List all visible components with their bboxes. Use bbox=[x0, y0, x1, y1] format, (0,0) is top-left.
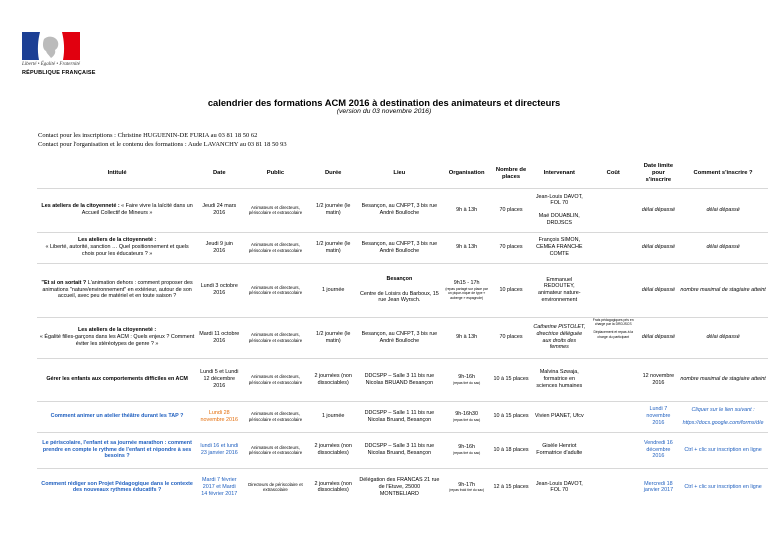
row-inscrire[interactable]: Cliquer sur le lien suivant : https://docs.google.com/forms/d/e bbox=[678, 401, 768, 432]
row-places: 70 places bbox=[491, 188, 530, 232]
row-public: Animateurs et directeurs, périscolaire et extrascolaire bbox=[241, 188, 309, 232]
header-intervenant: Intervenant bbox=[543, 170, 575, 177]
row-inscrire: nombre maximal de stagiaire atteint bbox=[678, 263, 768, 317]
row-duree: 1/2 journée (le matin) bbox=[309, 232, 356, 263]
row-intervenant: Emmanuel REDOUTEY, animateur nature-environnement bbox=[531, 263, 588, 317]
row-lieu: DDCSPP – Salle 1 11 bis rue Nicolas Bruand, Besançon bbox=[357, 401, 442, 432]
table-row bbox=[37, 263, 768, 317]
row-organisation: 9h à 13h bbox=[442, 188, 492, 232]
row-inscrire: nombre maximal de stagiaire atteint bbox=[678, 358, 768, 401]
row-public: Animateurs et directeurs, périscolaire et extrascolaire bbox=[241, 317, 309, 358]
row-limite: délai dépassé bbox=[639, 263, 679, 317]
marianne-flag-icon bbox=[22, 32, 80, 60]
row-lieu: Besançon, au CNFPT, 3 bis rue André Boulloche bbox=[357, 232, 442, 263]
row-inscrire: délai dépassé bbox=[678, 317, 768, 358]
row-places: 10 à 18 places bbox=[491, 432, 530, 468]
row-organisation: 9h-17h (repas froid tiré du sac) bbox=[442, 468, 492, 506]
row-organisation: 9h15 - 17h (repas partagé sur place par un pique-nique de type « auberge » espagnole) bbox=[442, 263, 492, 317]
table-row bbox=[37, 188, 768, 232]
formations-table bbox=[37, 160, 768, 506]
contact-inscriptions: Contact pour les inscriptions : Christine HUGUENIN-DE FURIA au 03 81 18 50 62 bbox=[38, 132, 258, 139]
table-row bbox=[37, 317, 768, 358]
contact-organisation: Contact pour l'organisation et le contenu des formations : Aude LAVANCHY au 03 81 18 50 93 bbox=[38, 141, 287, 148]
table-header-row bbox=[37, 160, 768, 188]
header-duree: Durée bbox=[324, 170, 342, 177]
inscription-link: https://docs.google.com/forms/d/e bbox=[682, 419, 764, 426]
row-intitule: Gérer les enfants aux comportements difficiles en ACM bbox=[37, 358, 197, 401]
row-lieu: Besançon Centre de Loisirs du Barboux, 15 rue Jean Wyrsch. bbox=[357, 263, 442, 317]
row-intervenant: Gisèle Henriot Formatrice d'adulte bbox=[531, 432, 588, 468]
row-places: 70 places bbox=[491, 317, 530, 358]
row-organisation: 9h-16h30 (repas tiré du sac) bbox=[442, 401, 492, 432]
row-places: 12 à 15 places bbox=[491, 468, 530, 506]
row-intervenant: Jean-Louis DAVOT, FOL 70 Maë DOUABLIN, DRDJSCS bbox=[531, 188, 588, 232]
row-lieu: Délégation des FRANCAS 21 rue de l'Etuve, 25000 MONTBELIARD bbox=[357, 468, 442, 506]
row-limite: délai dépassé bbox=[639, 317, 679, 358]
header-public: Public bbox=[266, 170, 285, 177]
row-intitule: Les ateliers de la citoyenneté : « Égalité filles-garçons dans les ACM : Quels enjeux ? Comment éviter les stéréotypes de genre ? » bbox=[37, 317, 197, 358]
row-duree: 1/2 journée (le matin) bbox=[309, 317, 356, 358]
table-row bbox=[37, 232, 768, 263]
row-intervenant: Vivien PIANET, Ufcv bbox=[531, 401, 588, 432]
row-duree: 2 journées (non dissociables) bbox=[309, 432, 356, 468]
header-date: Date bbox=[212, 170, 226, 177]
row-limite: Lundi 7 novembre 2016 bbox=[639, 401, 679, 432]
row-limite: Vendredi 16 décembre 2016 bbox=[639, 432, 679, 468]
row-intitule: "Et si on sortait ? L'animation dehors : comment proposer des animations "nature/environnement" en extérieur, autour de son accueil, avec peu de matériel et en toute saison ? bbox=[37, 263, 197, 317]
row-organisation: 9h-16h (repas tiré du sac) bbox=[442, 358, 492, 401]
row-public: Animateurs et directeurs, périscolaire et extrascolaire bbox=[241, 358, 309, 401]
republique-logo bbox=[22, 32, 96, 84]
row-date: Lundi 5 et Lundi 12 décembre 2016 bbox=[197, 358, 241, 401]
row-limite: délai dépassé bbox=[639, 188, 679, 232]
row-cout bbox=[588, 432, 639, 468]
row-cout bbox=[588, 188, 639, 232]
row-date: Jeudi 9 juin 2016 bbox=[197, 232, 241, 263]
row-date: Lundi 3 octobre 2016 bbox=[197, 263, 241, 317]
row-places: 70 places bbox=[491, 232, 530, 263]
row-intitule: Les ateliers de la citoyenneté : « Liberté, autorité, sanction … Quel positionnement et quels choix pour les éducateurs ? » bbox=[37, 232, 197, 263]
row-limite: délai dépassé bbox=[639, 232, 679, 263]
row-lieu: Besançon, au CNFPT, 3 bis rue André Boulloche bbox=[357, 317, 442, 358]
header-limite: Date limite pour s'inscrire bbox=[643, 162, 674, 184]
row-places: 10 places bbox=[491, 263, 530, 317]
row-cout bbox=[588, 468, 639, 506]
row-date: lundi 16 et lundi 23 janvier 2016 bbox=[197, 432, 241, 468]
table-row bbox=[37, 358, 768, 401]
row-date: Jeudi 24 mars 2016 bbox=[197, 188, 241, 232]
table-row bbox=[37, 401, 768, 432]
row-cout bbox=[588, 358, 639, 401]
header-lieu: Lieu bbox=[393, 170, 406, 177]
row-date: Mardi 11 octobre 2016 bbox=[197, 317, 241, 358]
row-intervenant: Malvina Szwaja, formatrice en sciences humaines bbox=[531, 358, 588, 401]
row-organisation: 9h-16h (repas tiré du sac) bbox=[442, 432, 492, 468]
row-public: Animateurs et directeurs, périscolaire et extrascolaire bbox=[241, 432, 309, 468]
header-organisation: Organisation bbox=[448, 170, 485, 177]
row-cout: Frais pédagogiques pris en charge par la DRDJSCS Déplacement et repas à la charge du participant bbox=[588, 317, 639, 358]
row-public: Animateurs et directeurs, périscolaire et extrascolaire bbox=[241, 263, 309, 317]
republic-name: RÉPUBLIQUE FRANÇAISE bbox=[22, 70, 96, 76]
row-limite: 12 novembre 2016 bbox=[639, 358, 679, 401]
row-places: 10 à 15 places bbox=[491, 401, 530, 432]
row-duree: 1 journée bbox=[309, 263, 356, 317]
row-duree: 1/2 journée (le matin) bbox=[309, 188, 356, 232]
page-title: calendrier des formations ACM 2016 à destination des animateurs et directeurs bbox=[207, 97, 561, 108]
row-lieu: Besançon, au CNFPT, 3 bis rue André Boulloche bbox=[357, 188, 442, 232]
row-date: Mardi 7 février 2017 et Mardi 14 février 2017 bbox=[197, 468, 241, 506]
row-intervenant: François SIMON, CEMEA FRANCHE COMTE bbox=[531, 232, 588, 263]
header-intitule: Intitulé bbox=[107, 170, 127, 177]
row-inscrire: délai dépassé bbox=[678, 232, 768, 263]
version-subtitle: (version du 03 novembre 2016) bbox=[336, 108, 432, 115]
header-inscrire: Comment s'inscrire ? bbox=[693, 170, 753, 177]
row-public: Animateurs et directeurs, périscolaire et extrascolaire bbox=[241, 232, 309, 263]
header-places: Nombre de places bbox=[495, 166, 527, 180]
row-public: Animateurs et directeurs, périscolaire et extrascolaire bbox=[241, 401, 309, 432]
row-limite: Mercredi 18 janvier 2017 bbox=[639, 468, 679, 506]
inscription-link[interactable]: Ctrl + clic sur inscription en ligne bbox=[678, 432, 768, 468]
row-duree: 2 journées (non dissociables) bbox=[309, 358, 356, 401]
row-inscrire: délai dépassé bbox=[678, 188, 768, 232]
header-cout: Coût bbox=[606, 170, 620, 177]
row-duree: 2 journées (non dissociables) bbox=[309, 468, 356, 506]
row-places: 10 à 15 places bbox=[491, 358, 530, 401]
inscription-link[interactable]: Ctrl + clic sur inscription en ligne bbox=[678, 468, 768, 506]
republic-motto: Liberté • Égalité • Fraternité bbox=[22, 62, 80, 67]
row-cout bbox=[588, 263, 639, 317]
row-intitule: Comment animer un atelier théâtre durant les TAP ? bbox=[37, 401, 197, 432]
row-intitule: Le périscolaire, l'enfant et sa journée marathon : comment prendre en compte le rythme de l'enfant et répondre à ses besoins ? bbox=[37, 432, 197, 468]
row-organisation: 9h à 13h bbox=[442, 232, 492, 263]
table-row bbox=[37, 432, 768, 468]
row-date: Lundi 28 novembre 2016 bbox=[197, 401, 241, 432]
row-public: Directeurs de périscolaire et extrascolaire bbox=[241, 468, 309, 506]
row-intitule: Comment rédiger son Projet Pédagogique dans le contexte des nouveaux rythmes éducatifs ? bbox=[37, 468, 197, 506]
row-intervenant: Jean-Louis DAVOT, FOL 70 bbox=[531, 468, 588, 506]
row-cout bbox=[588, 232, 639, 263]
row-intervenant: Catherine PISTOLET, directrice déléguée aux droits des femmes bbox=[531, 317, 588, 358]
row-duree: 1 journée bbox=[309, 401, 356, 432]
row-intitule: Les ateliers de la citoyenneté : « Faire vivre la laïcité dans un Accueil Collectif de Mineurs » bbox=[37, 188, 197, 232]
row-cout bbox=[588, 401, 639, 432]
table-row bbox=[37, 468, 768, 506]
row-organisation: 9h à 13h bbox=[442, 317, 492, 358]
row-lieu: DDCSPP – Salle 3 11 bis rue Nicolas BRUAND Besançon bbox=[357, 358, 442, 401]
row-lieu: DDCSPP – Salle 3 11 bis rue Nicolas Bruand, Besançon bbox=[357, 432, 442, 468]
